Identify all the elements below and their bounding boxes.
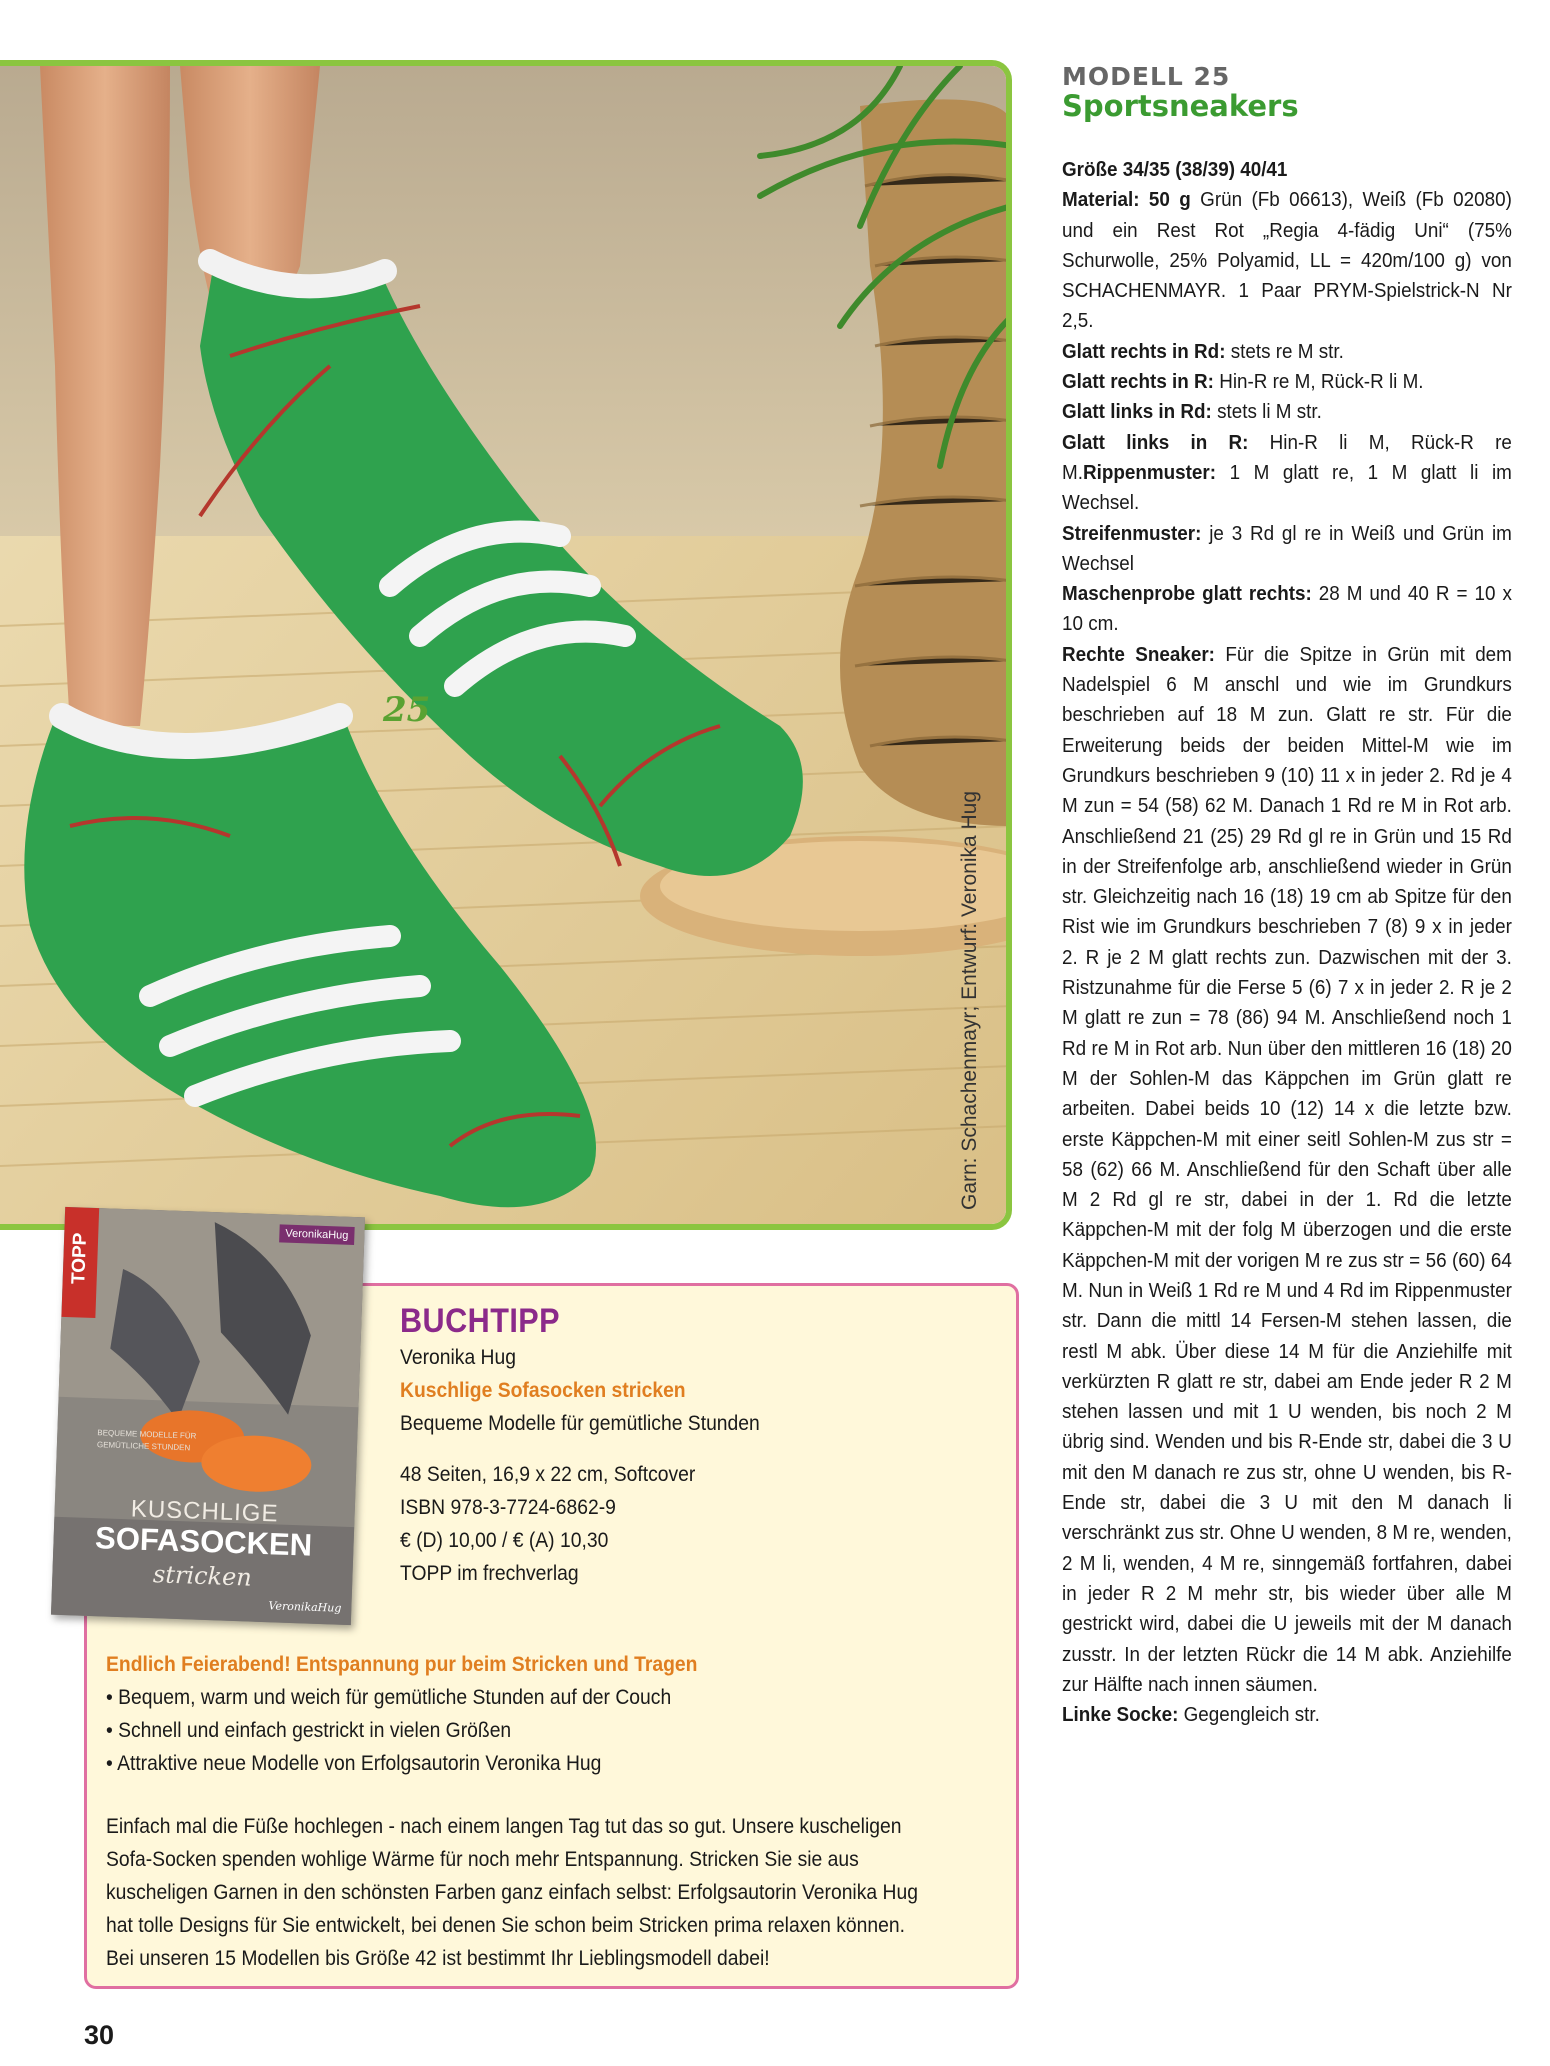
booktip-paragraph-line: Sofa-Socken spenden wohlige Wärme für noch mehr Entspannung. Stricken Sie sie aus (106, 1848, 859, 1871)
booktip-title: Kuschlige Sofasocken stricken (400, 1379, 686, 1402)
booktip-publisher: TOPP im frechverlag (400, 1562, 579, 1585)
booktip-bullet: • Bequem, warm und weich für gemütliche Stunden auf der Couch (106, 1686, 672, 1709)
booktip-details (400, 1302, 1000, 1590)
instruction-stockinette-rows: Glatt rechts in R: Hin-R re M, Rück-R li M. (1062, 370, 1424, 394)
cover-title-line-3: stricken (152, 1560, 253, 1592)
booktip-bullet: • Attraktive neue Modelle von Erfolgsautorin Veronika Hug (106, 1752, 602, 1775)
cover-author-badge: VeronikaHug (279, 1224, 355, 1245)
cover-title-line-1: KUSCHLIGE (130, 1495, 279, 1528)
instruction-size: Größe 34/35 (38/39) 40/41 (1062, 158, 1288, 181)
cover-subline-1: BEQUEME MODELLE FÜR (97, 1428, 197, 1441)
pattern-column (1062, 62, 1512, 1730)
cover-logo: VeronikaHug (268, 1599, 342, 1615)
page-number: 30 (84, 2020, 115, 2050)
cover-title-line-2: SOFASOCKEN (94, 1520, 313, 1563)
sock-photo-illustration (0, 66, 1012, 1230)
booktip-paragraph-line: Bei unseren 15 Modellen bis Größe 42 ist bestimmt Ihr Lieblingsmodell dabei! (106, 1947, 770, 1970)
instruction-stripe-pattern: Streifenmuster: je 3 Rd gl re in Weiß und Grün im Wechsel (1062, 521, 1512, 575)
booktip-bullet: • Schnell und einfach gestrickt in vielen Größen (106, 1719, 512, 1742)
cover-subline-2: GEMÜTLICHE STUNDEN (96, 1440, 191, 1453)
photo-model-number: 25 (383, 690, 431, 730)
booktip-subtitle: Bequeme Modelle für gemütliche Stunden (400, 1412, 760, 1435)
model-label: MODELL 25 (1062, 62, 1231, 91)
instruction-left-sock: Linke Socke: Gegengleich str. (1062, 1703, 1320, 1727)
book-cover (51, 1207, 365, 1625)
instruction-right-sneaker: Rechte Sneaker: Für die Spitze in Grün mit dem Nadelspiel 6 M anschl und wie im Grundkurs beschrieben auf 18 M zun. Glatt re str. Für die Erweiterung beids der beiden Mittel-M wie im Grundkurs beschrieben 9 (10) 11 x in jeder 2. Rd je 4 M zun = 54 (58) 62 M. Danach 1 Rd re M in Rot arb. Anschließend 21 (25) 29 Rd gl re in Grün und 15 Rd in der Streifenfolge arb, anschließend wieder in Grün str. Gleichzeitig nach 16 (18) 19 cm ab Spitze für den Rist wie im Grundkurs beschrieben 7 (8) 9 x in jeder 2. R je 2 M glatt rechts zun. Dazwischen mit der 3. Ristzunahme für die Ferse 5 (6) 7 x in jeder 2. R je 2 M glatt re zun = 78 (86) 94 M. Anschließend noch 1 Rd re M in Rot arb. Nun über den mittleren 16 (18) 20 M der Sohlen-M das Käppchen im Grün glatt re arbeiten. Dabei beids 10 (12) 14 x die letzte bzw. erste Käppchen-M mit einer seitl Sohlen-M zus str = 58 (62) 66 M. Anschließend für den Schaft über alle M 2 Rd gl re str, dabei in der 1. Rd die letzte Käppchen-M mit der folg M überzogen und die erste Käppchen-M mit der vorigen M re zus str = 56 (60) 64 M. Nun in Weiß 1 Rd re M und 4 Rd im Rippenmuster str. Dann die mittl 14 Fersen-M stehen lassen, die restl M abk. Über diese 14 M für die Anziehilfe mit verkürzten R glatt re str, dabei am Ende jeder R 2 M stehen lassen und mit 1 U wenden, bis noch 2 M übrig sind. Wenden und bis R-Ende str, dabei die 3 U mit den M danach re zus str, ohne U wenden, bis R-Ende str, dabei die 3 U mit den M danach li verschränkt zus str. Ohne U wenden, 8 M re, wenden, 2 M li, wenden, 4 M re, sinngemäß fortfahren, dabei in jeder R 2 M mehr str, bis wieder über alle M gestrickt wird, dabei die U jeweils mit der M danach zusstr. In der letzten Rückr die 14 M abk. Anziehilfe zur Hälfte nach innen säumen. (1062, 642, 1512, 1696)
product-photo (0, 60, 1012, 1230)
booktip-heading: BUCHTIPP (400, 1302, 561, 1340)
booktip-pages: 48 Seiten, 16,9 x 22 cm, Softcover (400, 1463, 696, 1486)
booktip-description (106, 1648, 934, 1975)
booktip-tagline: Endlich Feierabend! Entspannung pur beim Stricken und Tragen (106, 1653, 698, 1676)
booktip-paragraph-line: kuscheligen Garnen in den schönsten Farben ganz einfach selbst: Erfolgsautorin Veronika Hug (106, 1881, 918, 1904)
photo-credit: Garn: Schachenmayr; Entwurf: Veronika Hug (958, 790, 981, 1210)
instruction-material: Material: 50 g Grün (Fb 06613), Weiß (Fb 02080) und ein Rest Rot „Regia 4-fädig Uni“ (75% Schurwolle, 25% Polyamid, LL = 420m/100 g) von SCHACHENMAYR. 1 Paar PRYM-Spielstrick-N Nr 2,5. (1062, 188, 1512, 333)
instruction-reverse-rounds: Glatt links in Rd: stets li M str. (1062, 400, 1322, 424)
cover-brand: TOPP (68, 1232, 92, 1285)
instruction-reverse-rows: Glatt links in R: Hin-R li M, Rück-R re M.Rippenmuster: 1 M glatt re, 1 M glatt li im Wechsel. (1062, 430, 1512, 515)
booktip-paragraph-line: hat tolle Designs für Sie entwickelt, bei denen Sie schon beim Stricken prima relaxen können. (106, 1914, 905, 1937)
booktip-paragraph-line: Einfach mal die Füße hochlegen - nach einem langen Tag tut das so gut. Unsere kuscheligen (106, 1815, 902, 1838)
booktip-isbn: ISBN 978-3-7724-6862-9 (400, 1496, 616, 1519)
model-title: Sportsneakers (1062, 89, 1299, 123)
booktip-author: Veronika Hug (400, 1346, 517, 1369)
pattern-instructions (1062, 155, 1512, 1730)
booktip-price: € (D) 10,00 / € (A) 10,30 (400, 1529, 609, 1552)
instruction-gauge: Maschenprobe glatt rechts: 28 M und 40 R = 10 x 10 cm. (1062, 582, 1512, 636)
instruction-stockinette-rounds: Glatt rechts in Rd: stets re M str. (1062, 339, 1344, 363)
